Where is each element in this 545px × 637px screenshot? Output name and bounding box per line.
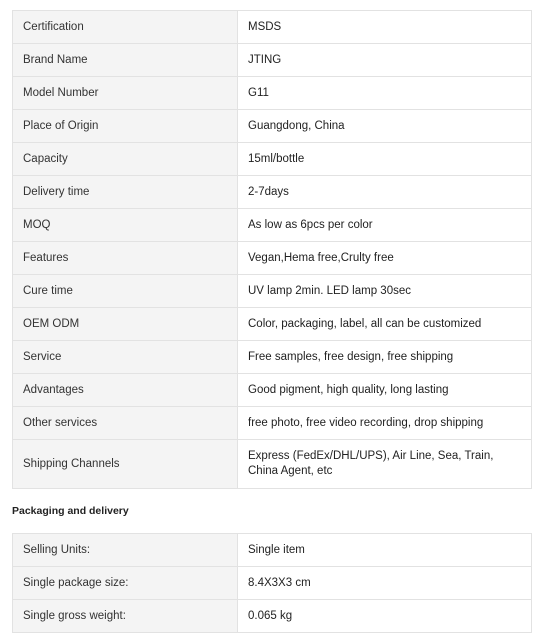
attribute-value: JTING xyxy=(238,44,532,77)
attribute-value: UV lamp 2min. LED lamp 30sec xyxy=(238,275,532,308)
table-row xyxy=(13,600,532,633)
table-row xyxy=(13,110,532,143)
attribute-key: Features xyxy=(13,242,238,275)
attribute-key: Service xyxy=(13,341,238,374)
packaging-key: Single package size: xyxy=(13,567,238,600)
packaging-value: 8.4X3X3 cm xyxy=(238,567,532,600)
packaging-key: Single gross weight: xyxy=(13,600,238,633)
attribute-value: 15ml/bottle xyxy=(238,143,532,176)
table-row xyxy=(13,440,532,489)
attribute-value: As low as 6pcs per color xyxy=(238,209,532,242)
table-row xyxy=(13,374,532,407)
table-row xyxy=(13,143,532,176)
attribute-value: Guangdong, China xyxy=(238,110,532,143)
attribute-key: Capacity xyxy=(13,143,238,176)
attribute-value: MSDS xyxy=(238,11,532,44)
table-row xyxy=(13,341,532,374)
attribute-value: Good pigment, high quality, long lasting xyxy=(238,374,532,407)
packaging-value: 0.065 kg xyxy=(238,600,532,633)
attribute-key: Brand Name xyxy=(13,44,238,77)
packaging-table xyxy=(12,533,532,633)
table-row xyxy=(13,11,532,44)
product-attributes-table xyxy=(12,10,532,489)
attribute-key: Advantages xyxy=(13,374,238,407)
attribute-value: Express (FedEx/DHL/UPS), Air Line, Sea, Train, China Agent, etc xyxy=(238,440,532,489)
attribute-key: Model Number xyxy=(13,77,238,110)
attribute-value: Color, packaging, label, all can be customized xyxy=(238,308,532,341)
attribute-key: Shipping Channels xyxy=(13,440,238,489)
attribute-value: Vegan,Hema free,Crulty free xyxy=(238,242,532,275)
attribute-key: Cure time xyxy=(13,275,238,308)
table-row xyxy=(13,176,532,209)
attribute-value: Free samples, free design, free shipping xyxy=(238,341,532,374)
attribute-key: Place of Origin xyxy=(13,110,238,143)
attribute-key: Other services xyxy=(13,407,238,440)
attribute-key: Certification xyxy=(13,11,238,44)
attribute-key: OEM ODM xyxy=(13,308,238,341)
table-row xyxy=(13,209,532,242)
table-row xyxy=(13,77,532,110)
attribute-value: 2-7days xyxy=(238,176,532,209)
table-row xyxy=(13,308,532,341)
packaging-value: Single item xyxy=(238,534,532,567)
section-title-packaging: Packaging and delivery xyxy=(12,505,129,517)
table-row xyxy=(13,534,532,567)
table-row xyxy=(13,44,532,77)
table-row xyxy=(13,242,532,275)
packaging-key: Selling Units: xyxy=(13,534,238,567)
table-row xyxy=(13,275,532,308)
table-row xyxy=(13,407,532,440)
attribute-value: G11 xyxy=(238,77,532,110)
attribute-key: MOQ xyxy=(13,209,238,242)
attribute-value: free photo, free video recording, drop shipping xyxy=(238,407,532,440)
table-row xyxy=(13,567,532,600)
attribute-key: Delivery time xyxy=(13,176,238,209)
